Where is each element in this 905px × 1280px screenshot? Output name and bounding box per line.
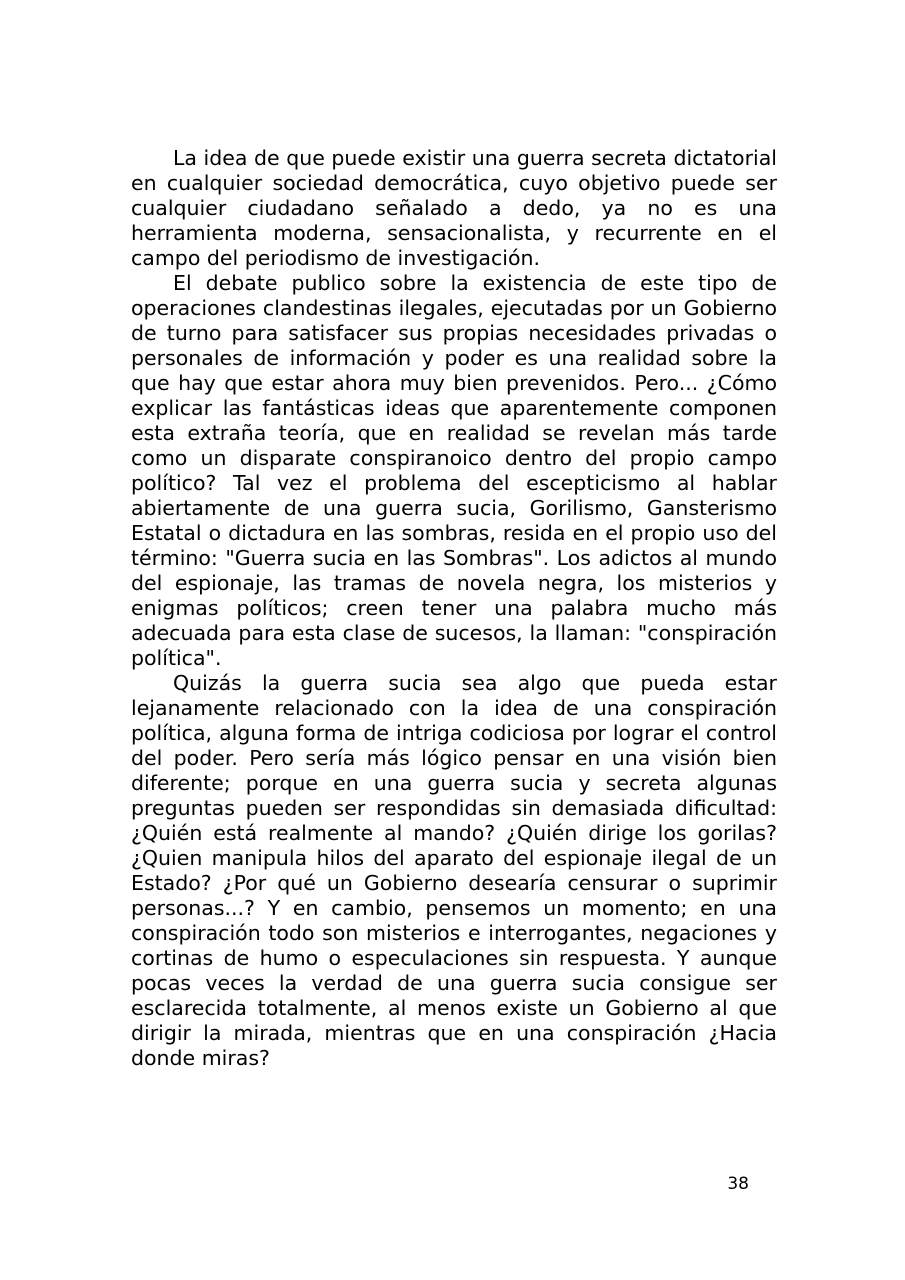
body-text	[131, 146, 777, 1071]
page-number: 38	[727, 1174, 749, 1194]
paragraph-3: Quizás la guerra sucia sea algo que pueda estar lejanamente relacionado con la idea de una conspiración política, alguna forma de intriga codiciosa por lograr el control del poder. Pero sería más lógico pensar en una visión bien diferente; porque en una guerra sucia y secreta algunas preguntas pueden ser respondidas sin demasiada dificultad: ¿Quién está realmente al mando? ¿Quién dirige los gorilas? ¿Quien manipula hilos del aparato del espionaje ilegal de un Estado? ¿Por qué un Gobierno desearía censurar o suprimir personas...? Y en cambio, pensemos un momento; en una conspiración todo son misterios e interrogantes, negaciones y cortinas de humo o especulaciones sin respuesta. Y aunque pocas veces la verdad de una guerra sucia consigue ser esclarecida totalmente, al menos existe un Gobierno al que dirigir la mirada, mientras que en una conspiración ¿Hacia donde miras?	[131, 671, 777, 1070]
paragraph-1: La idea de que puede existir una guerra secreta dictatorial en cualquier sociedad democrática, cuyo objetivo puede ser cualquier ciudadano señalado a dedo, ya no es una herramienta moderna, sensacionalista, y recurrente en el campo del periodismo de investigación.	[131, 146, 777, 270]
paragraph-2: El debate publico sobre la existencia de este tipo de operaciones clandestinas ilegales, ejecutadas por un Gobierno de turno para satisfacer sus propias necesidades privadas o personales de información y poder es una realidad sobre la que hay que estar ahora muy bien prevenidos. Pero... ¿Cómo explicar las fantásticas ideas que aparentemente componen esta extraña teoría, que en realidad se revelan más tarde como un disparate conspiranoico dentro del propio campo político? Tal vez el problema del escepticismo al hablar abiertamente de una guerra sucia, Gorilismo, Gansterismo Estatal o dictadura en las sombras, resida en el propio uso del término: "Guerra sucia en las Sombras". Los adictos al mundo del espionaje, las tramas de novela negra, los misterios y enigmas políticos; creen tener una palabra mucho más adecuada para esta clase de sucesos, la llaman: "conspiración política".	[131, 271, 777, 670]
